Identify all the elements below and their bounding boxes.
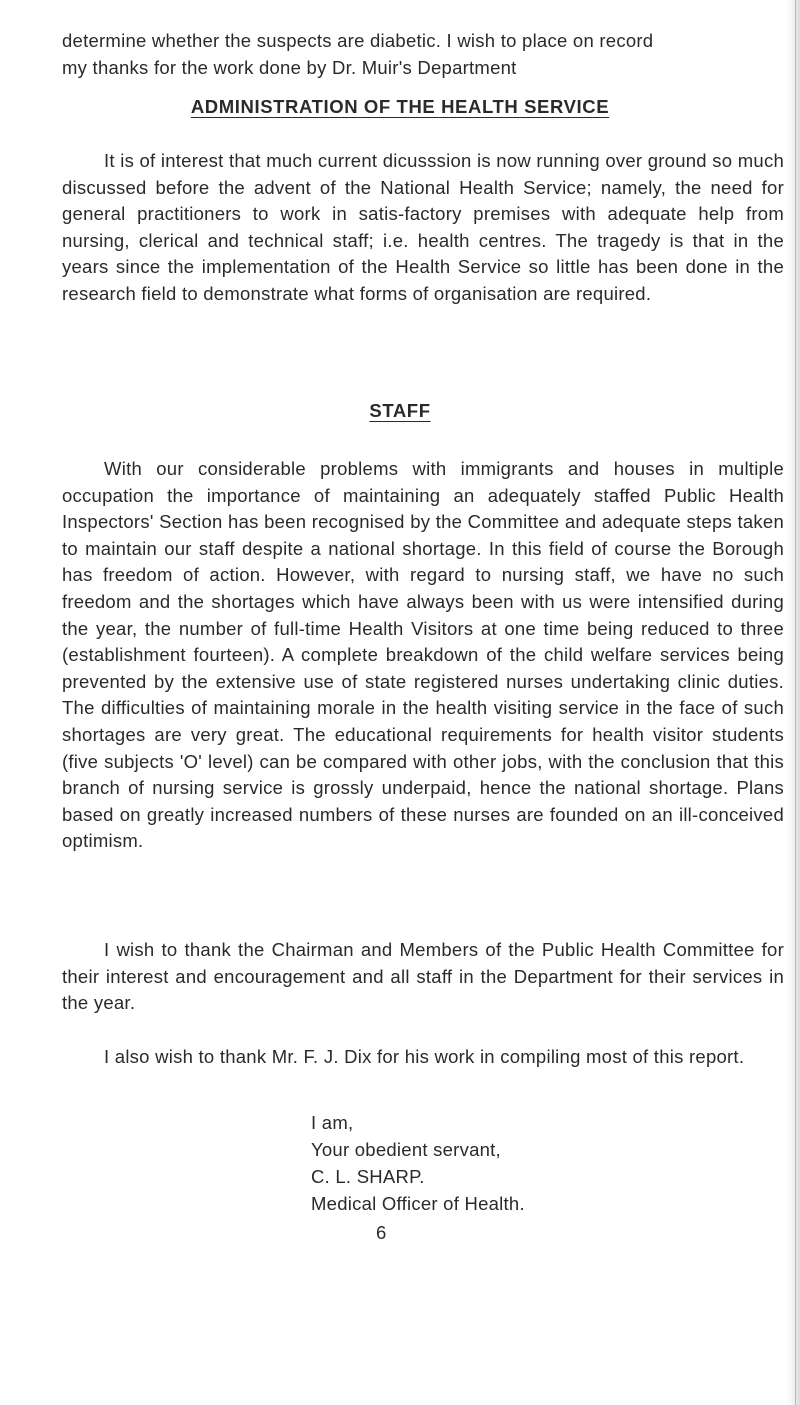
page-number: 6 xyxy=(376,1222,387,1243)
dix-paragraph: I also wish to thank Mr. F. J. Dix for his work in compiling most of this report. xyxy=(104,1046,745,1067)
administration-paragraph: It is of interest that much current dicusssion is now running over ground so much discussed before the advent of the National Health Service; namely, the need for general practitioners to work in satis-factory premises with adequate help from nursing, clerical and technical staff; i.e. health centres. The tragedy is that in the years since the implementation of the Health Service so little has been done in the research field to demonstrate what forms of organisation are required. xyxy=(62,150,784,304)
closing-valediction: Your obedient servant, xyxy=(311,1139,501,1160)
intro-paragraph: determine whether the suspects are diabetic. I wish to place on record my thanks for the work done by Dr. Muir's Department xyxy=(62,30,654,78)
signatory-title: Medical Officer of Health. xyxy=(311,1193,525,1214)
signatory-name: C. L. SHARP. xyxy=(311,1166,425,1187)
closing-salutation: I am, xyxy=(311,1112,354,1133)
staff-heading: STAFF xyxy=(369,400,431,421)
thanks-paragraph: I wish to thank the Chairman and Members of the Public Health Committee for their interest and encouragement and all staff in the Department for their services in the year. xyxy=(62,939,784,1014)
staff-paragraph: With our considerable problems with immigrants and houses in multiple occupation the importance of maintaining an adequately staffed Public Health Inspectors' Section has been recognised by the Committee and adequate steps taken to maintain our staff despite a national shortage. In this field of course the Borough has freedom of action. However, with regard to nursing staff, we have no such freedom and the shortages which have always been with us were intensified during the year, the number of full-time Health Visitors at one time being reduced to three (establishment fourteen). A complete breakdown of the child welfare services being prevented by the extensive use of state registered nurses undertaking clinic duties. The difficulties of maintaining morale in the health visiting service in the face of such shortages are very great. The educational requirements for health visitor students (five subjects 'O' level) can be compared with other jobs, with the conclusion that this branch of nursing service is grossly underpaid, hence the national shortage. Plans based on greatly increased numbers of these nurses are founded on an ill-conceived optimism. xyxy=(62,458,784,852)
administration-heading: ADMINISTRATION OF THE HEALTH SERVICE xyxy=(190,96,610,117)
page-edge-shadow xyxy=(786,0,800,1405)
page-edge-line xyxy=(795,0,796,1405)
